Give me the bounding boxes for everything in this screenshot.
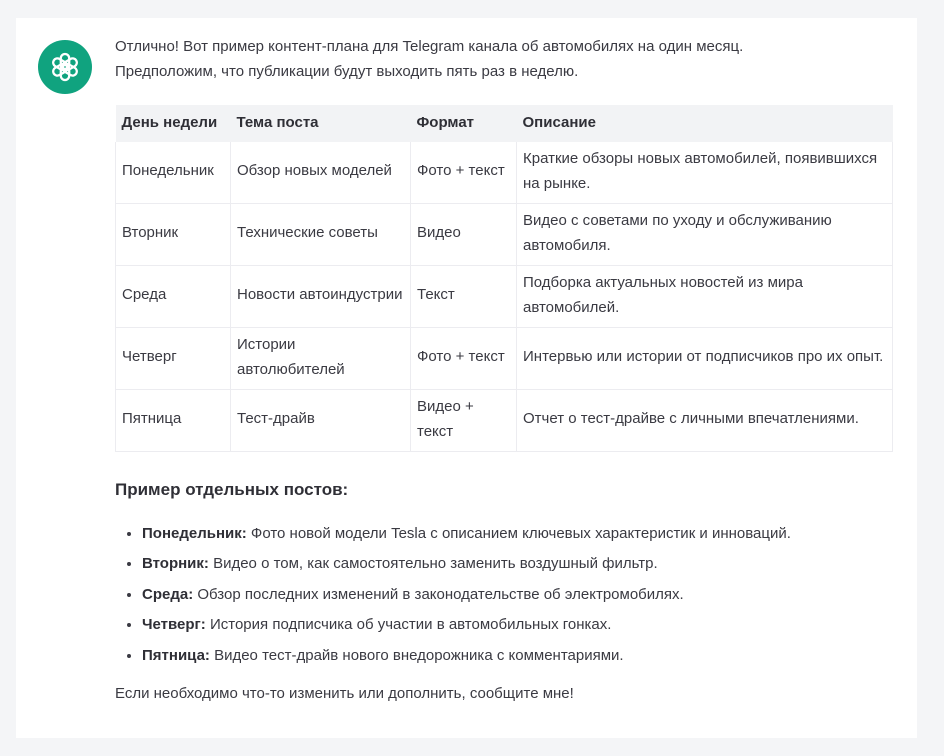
example-day: Среда: (142, 585, 194, 603)
intro-line-1: Отлично! Вот пример контент-плана для Telegram канала об автомобилях на один месяц. (115, 38, 744, 55)
table-row (116, 142, 893, 204)
table-cell-format: Видео (411, 204, 517, 266)
intro-line-2: Предположим, что публикации будут выходить пять раз в неделю. (115, 63, 579, 80)
table-header-format: Формат (411, 105, 517, 142)
table-cell-topic: Новости автоиндустрии (231, 266, 411, 328)
table-row (116, 266, 893, 328)
examples-heading: Пример отдельных постов: (115, 480, 349, 499)
example-text: Видео тест-драйв нового внедорожника с комментариями. (214, 646, 624, 664)
examples-list (115, 524, 895, 666)
table-header-topic: Тема поста (231, 105, 411, 142)
table-cell-day: Вторник (116, 204, 231, 266)
table-cell-topic: Истории автолюбителей (231, 328, 411, 390)
table-cell-description: Подборка актуальных новостей из мира автомобилей. (517, 266, 893, 328)
assistant-message (16, 18, 917, 738)
table-row (116, 328, 893, 390)
table-cell-format: Текст (411, 266, 517, 328)
table-cell-format: Фото + текст (411, 142, 517, 204)
example-text: Видео о том, как самостоятельно заменить воздушный фильтр. (213, 555, 658, 573)
list-item (142, 585, 895, 605)
table-row (116, 204, 893, 266)
example-day: Пятница: (142, 646, 210, 664)
example-text: История подписчика об участии в автомобильных гонках. (209, 616, 612, 634)
openai-logo-icon (48, 50, 82, 84)
list-item (142, 554, 895, 574)
table-cell-day: Пятница (116, 390, 231, 452)
example-text: Обзор последних изменений в законодательстве об электромобилях. (197, 585, 684, 603)
table-header-description: Описание (517, 105, 893, 142)
content-plan-table (115, 105, 893, 452)
table-header-day: День недели (116, 105, 231, 142)
list-item (142, 524, 895, 544)
table-cell-description: Видео с советами по уходу и обслуживанию автомобиля. (517, 204, 893, 266)
message-content (115, 34, 895, 705)
table-cell-format: Видео + текст (411, 390, 517, 452)
list-item (142, 615, 895, 635)
intro-text (115, 34, 895, 84)
example-day: Понедельник: (142, 525, 247, 542)
table-cell-description: Краткие обзоры новых автомобилей, появившихся на рынке. (517, 142, 893, 204)
table-cell-format: Фото + текст (411, 328, 517, 390)
table-cell-topic: Технические советы (231, 204, 411, 266)
table-row (116, 390, 893, 452)
list-item (142, 646, 895, 666)
table-cell-topic: Обзор новых моделей (231, 142, 411, 204)
table-cell-day: Среда (116, 266, 231, 328)
assistant-avatar (38, 40, 92, 94)
table-header-row (116, 105, 893, 142)
table-cell-day: Четверг (116, 328, 231, 390)
table-cell-description: Отчет о тест-драйве с личными впечатлениями. (517, 390, 893, 452)
example-text: Фото новой модели Tesla с описанием ключевых характеристик и инноваций. (250, 525, 791, 542)
table-cell-day: Понедельник (116, 142, 231, 204)
table-cell-topic: Тест-драйв (231, 390, 411, 452)
example-day: Вторник: (142, 555, 209, 573)
table-cell-description: Интервью или истории от подписчиков про их опыт. (517, 328, 893, 390)
outro-text: Если необходимо что-то изменить или дополнить, сообщите мне! (115, 684, 574, 702)
example-day: Четверг: (142, 616, 206, 634)
